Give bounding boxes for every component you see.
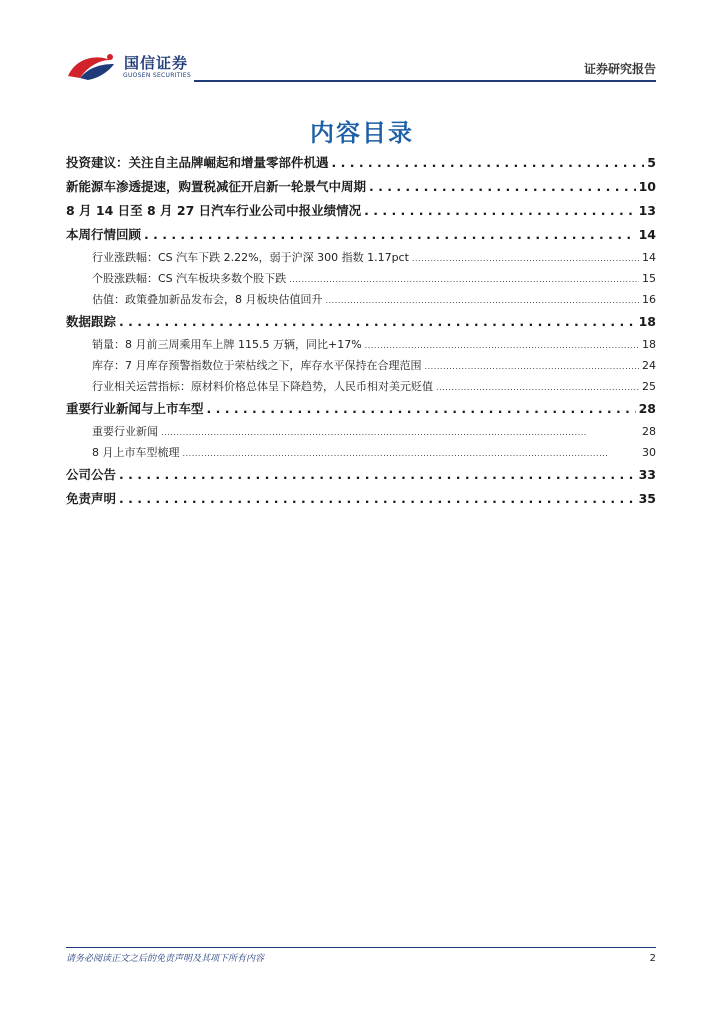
toc-leader-dots [144, 223, 636, 247]
toc-entry[interactable] [66, 199, 656, 223]
toc-page-number: 28 [642, 425, 656, 438]
toc-subentry[interactable] [66, 289, 656, 310]
toc-subentry[interactable] [66, 442, 656, 463]
toc-leader-dots [119, 487, 636, 511]
toc-leader-dots [326, 290, 640, 311]
toc-entry[interactable] [66, 151, 656, 175]
page-header [66, 46, 656, 86]
toc-entry-title: 重要行业新闻与上市车型 [66, 401, 204, 416]
toc-leader-dots [161, 422, 639, 443]
toc-page-number: 18 [642, 338, 656, 351]
toc-entry-title: 行业涨跌幅：CS 汽车下跌 2.22%，弱于沪深 300 指数 1.17pct [92, 251, 409, 264]
toc-entry[interactable] [66, 310, 656, 334]
toc-page-number: 25 [642, 380, 656, 393]
page-number: 2 [649, 953, 656, 964]
toc-entry-title: 行业相关运营指标：原材料价格总体呈下降趋势，人民币相对美元贬值 [92, 380, 433, 393]
toc-entry[interactable] [66, 223, 656, 247]
toc-page-number: 13 [638, 203, 656, 218]
toc-page-number: 14 [642, 251, 656, 264]
toc-leader-dots [289, 269, 639, 290]
toc-page-number: 16 [642, 293, 656, 306]
toc-entry-title: 重要行业新闻 [92, 425, 158, 438]
toc-page-number: 5 [647, 155, 656, 170]
toc-entry-title: 数据跟踪 [66, 314, 117, 329]
footer-divider [66, 947, 656, 948]
toc-page-number: 15 [642, 272, 656, 285]
toc-entry-title: 库存：7 月库存预警指数位于荣枯线之下，库存水平保持在合理范围 [92, 359, 422, 372]
toc-subentry[interactable] [66, 268, 656, 289]
toc-leader-dots [425, 356, 640, 377]
footer-disclaimer-note: 请务必阅读正文之后的免责声明及其项下所有内容 [66, 954, 265, 964]
toc-entry[interactable] [66, 175, 656, 199]
toc-page-number: 18 [638, 314, 656, 329]
toc-entry[interactable] [66, 463, 656, 487]
toc-page-number: 30 [642, 446, 656, 459]
toc-leader-dots [436, 377, 639, 398]
toc-subentry[interactable] [66, 376, 656, 397]
toc-entry-title: 本周行情回顾 [66, 227, 142, 242]
toc-leader-dots [207, 397, 636, 421]
toc-entry-title: 个股涨跌幅：CS 汽车板块多数个股下跌 [92, 272, 287, 285]
toc-page-number: 35 [638, 491, 656, 506]
toc-entry-title: 公司公告 [66, 467, 117, 482]
toc-subentry[interactable] [66, 421, 656, 442]
toc-leader-dots [364, 199, 635, 223]
toc-leader-dots [119, 310, 636, 334]
toc-title: 内容目录 [310, 119, 414, 147]
toc-entry-title: 新能源车渗透提速，购置税减征开启新一轮景气中周期 [66, 179, 367, 194]
toc-leader-dots [183, 443, 640, 464]
toc-entry[interactable] [66, 397, 656, 421]
guosen-logo [66, 50, 236, 84]
toc-page-number: 24 [642, 359, 656, 372]
toc-entry-title: 销量：8 月前三周乘用车上牌 115.5 万辆，同比+17% [92, 338, 362, 351]
toc-subentry[interactable] [66, 355, 656, 376]
toc-subentry[interactable] [66, 247, 656, 268]
guosen-logo-mark [66, 52, 120, 82]
report-type-label: 证券研究报告 [583, 62, 656, 76]
toc-entry-title: 估值：政策叠加新品发布会，8 月板块估值回升 [92, 293, 323, 306]
logo-chinese-name: 国信证券 [124, 54, 189, 72]
toc-page-number: 10 [638, 179, 656, 194]
toc-page-number: 33 [638, 467, 656, 482]
toc-entry-title: 免责声明 [66, 491, 117, 506]
header-divider [194, 80, 656, 82]
toc-leader-dots [369, 175, 636, 199]
toc-leader-dots [365, 335, 639, 356]
toc-subentry[interactable] [66, 334, 656, 355]
toc-page-number: 14 [638, 227, 656, 242]
table-of-contents [66, 151, 656, 511]
toc-entry-title: 8 月上市车型梳理 [92, 446, 180, 459]
toc-page-number: 28 [638, 401, 656, 416]
toc-entry-title: 8 月 14 日至 8 月 27 日汽车行业公司中报业绩情况 [66, 203, 362, 218]
toc-entry-title: 投资建议：关注自主品牌崛起和增量零部件机遇 [66, 155, 329, 170]
logo-english-name: GUOSEN SECURITIES [123, 72, 192, 79]
toc-leader-dots [119, 463, 636, 487]
toc-leader-dots [412, 248, 639, 269]
toc-entry[interactable] [66, 487, 656, 511]
toc-leader-dots [332, 151, 645, 175]
